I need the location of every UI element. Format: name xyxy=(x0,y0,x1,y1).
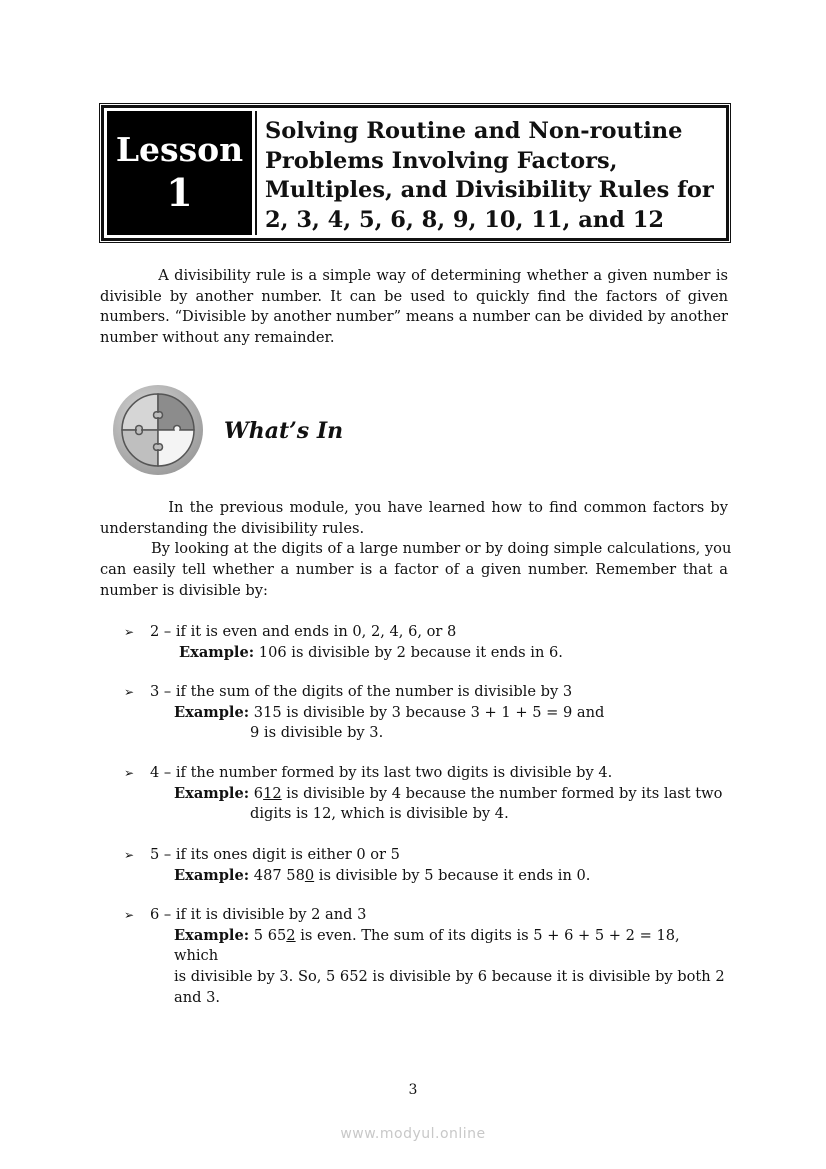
text-line: divisible by another number. It can be used to quickly find the factors of given xyxy=(100,287,728,305)
example-underlined-digits: 2 xyxy=(286,926,296,944)
rule-6 xyxy=(124,905,728,1009)
example-continuation: 9 is divisible by 3. xyxy=(250,724,384,742)
example-label: Example: xyxy=(174,926,250,944)
rule-example xyxy=(124,643,728,664)
rule-5 xyxy=(124,845,728,886)
example-label: Example: xyxy=(179,643,255,661)
example-text: 315 is divisible by 3 because 3 + 1 + 5 = 9 and xyxy=(253,703,605,721)
example-text-pre: 6 xyxy=(253,784,264,802)
example-text-post: is divisible by 5 because it ends in 0. xyxy=(314,866,591,884)
lesson-number: 1 xyxy=(166,170,193,215)
example-underlined-digits: 0 xyxy=(304,866,315,884)
bullet-arrow-icon: ➢ xyxy=(124,766,135,780)
lesson-header xyxy=(101,105,729,241)
text-line: can easily tell whether a number is a factor of a given number. Remember that a xyxy=(100,561,728,579)
text-line: understanding the divisibility rules. xyxy=(100,519,365,537)
example-text-post: is even. The sum of its digits is 5 + 6 + 5 + 2 = 18, which xyxy=(174,926,680,965)
whats-in-paragraph xyxy=(100,498,732,602)
lesson-word: Lesson xyxy=(115,130,244,170)
example-label: Example: xyxy=(174,784,250,802)
bullet-arrow-icon: ➢ xyxy=(124,848,135,862)
example-label: Example: xyxy=(174,703,250,721)
rule-text: 4 – if the number formed by its last two digits is divisible by 4. xyxy=(150,764,613,781)
rule-2 xyxy=(124,622,728,663)
lesson-title-line: Multiples, and Divisibility Rules for xyxy=(265,177,714,203)
example-text: 106 is divisible by 2 because it ends in 6. xyxy=(258,643,563,661)
lesson-title-line: Solving Routine and Non-routine xyxy=(265,118,683,144)
rule-text: 3 – if the sum of the digits of the number is divisible by 3 xyxy=(150,683,573,700)
lesson-title xyxy=(257,108,726,238)
rule-example xyxy=(124,784,728,805)
section-title: What’s In xyxy=(224,418,344,444)
example-label: Example: xyxy=(174,866,250,884)
text-line: number without any remainder. xyxy=(100,329,335,347)
page-number: 3 xyxy=(408,1082,418,1098)
text-line: number is divisible by: xyxy=(100,581,268,599)
rule-text: 6 – if it is divisible by 2 and 3 xyxy=(150,906,367,923)
example-underlined-digits: 12 xyxy=(263,784,282,802)
text-line: numbers. “Divisible by another number” means a number can be divided by another xyxy=(100,308,728,326)
rule-text: 2 – if it is even and ends in 0, 2, 4, 6, or 8 xyxy=(150,623,457,640)
rule-text: 5 – if its ones digit is either 0 or 5 xyxy=(150,846,400,863)
example-text-pre: 5 65 xyxy=(253,926,287,944)
example-continuation: is divisible by 3. So, 5 652 is divisible by 6 because it is divisible by both 2 xyxy=(174,968,725,986)
lesson-badge xyxy=(107,111,252,235)
lesson-title-line: 2, 3, 4, 5, 6, 8, 9, 10, 11, and 12 xyxy=(265,206,665,233)
lesson-title-line: Problems Involving Factors, xyxy=(265,147,618,174)
rule-example xyxy=(124,866,728,887)
text-line: A divisibility rule is a simple way of determining whether a given number is xyxy=(100,267,728,284)
example-text-post: is divisible by 4 because the number formed by its last two xyxy=(281,784,723,802)
bullet-arrow-icon: ➢ xyxy=(124,685,135,699)
example-continuation: and 3. xyxy=(174,988,221,1006)
rule-example xyxy=(124,703,728,724)
bullet-arrow-icon: ➢ xyxy=(124,908,135,922)
rule-example xyxy=(124,926,728,967)
text-line: In the previous module, you have learned how to find common factors by xyxy=(100,499,728,516)
watermark: www.modyul.online xyxy=(340,1126,486,1142)
example-text-pre: 487 58 xyxy=(253,866,305,884)
intro-paragraph xyxy=(100,266,728,349)
rule-4 xyxy=(124,763,728,825)
text-line: By looking at the digits of a large number or by doing simple calculations, you xyxy=(100,540,732,558)
bullet-arrow-icon: ➢ xyxy=(124,625,135,639)
puzzle-icon xyxy=(112,384,204,476)
example-continuation: digits is 12, which is divisible by 4. xyxy=(250,805,509,823)
rule-3 xyxy=(124,682,728,744)
